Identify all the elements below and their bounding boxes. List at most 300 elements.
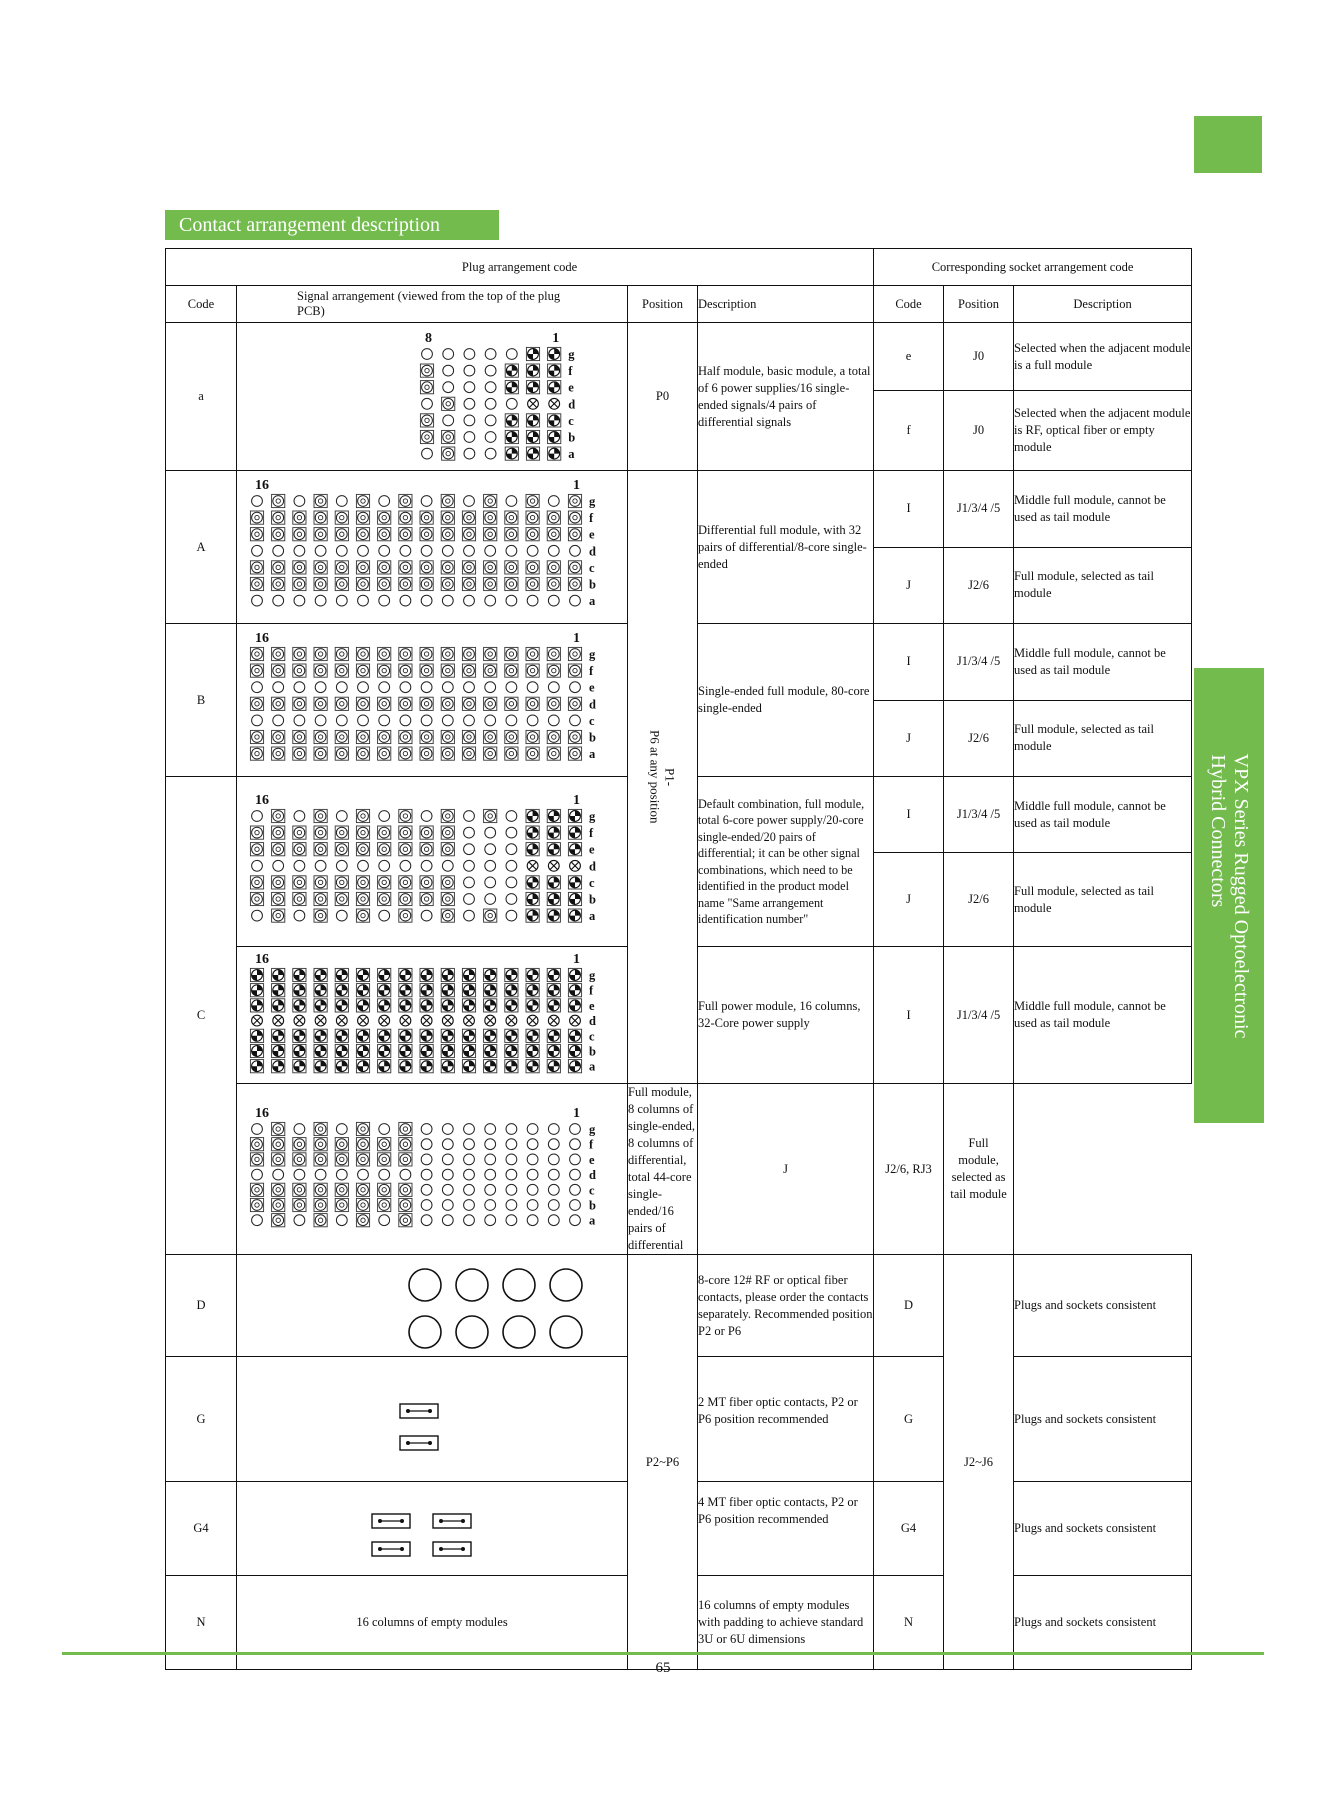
grid-C1-diagram	[237, 786, 628, 938]
contact-C3-a9	[399, 1214, 412, 1227]
contact-B-d3	[526, 697, 539, 710]
p1-position-line: P1-	[662, 767, 678, 787]
contact-C1-b12	[335, 892, 348, 905]
contact-a-d4	[485, 398, 496, 409]
contact-C3-g10	[379, 1124, 390, 1135]
contact-C3-d8	[421, 1169, 432, 1180]
contact-C1-c5	[485, 877, 496, 888]
contact-A-a1	[570, 595, 581, 606]
mt-contact-1	[400, 1404, 438, 1418]
contact-C3-b7	[442, 1200, 453, 1211]
grid-B-row-label: a	[589, 747, 596, 762]
contact-a-f1	[548, 364, 561, 377]
contact-C3-a5	[485, 1215, 496, 1226]
row-A-code: A	[166, 471, 237, 624]
contact-C1-f1	[568, 826, 581, 839]
contact-C2-f10	[378, 984, 391, 997]
rf-contact-1	[409, 1269, 441, 1301]
contact-arrangement-table	[165, 248, 1192, 1670]
grid-C2-row-label: c	[589, 1029, 595, 1044]
contact-C1-d9	[400, 860, 411, 871]
contact-B-f9	[399, 664, 412, 677]
contact-a-a1	[548, 447, 561, 460]
contact-C2-g1	[568, 968, 581, 981]
row-N-arrangement: 16 columns of empty modules	[237, 1576, 628, 1670]
contact-C2-b5	[484, 1044, 497, 1057]
contact-A-f2	[547, 511, 560, 524]
contact-a-g3	[506, 348, 517, 359]
contact-C3-f13	[314, 1138, 327, 1151]
contact-C1-f11	[356, 826, 369, 839]
contact-B-f13	[314, 664, 327, 677]
row-C2-description: Full power module, 16 columns, 32-Core power supply	[698, 947, 874, 1084]
contact-C3-e15	[272, 1153, 285, 1166]
grid-C1-row-label: f	[589, 825, 594, 840]
contact-C1-d2	[548, 860, 559, 871]
contact-a-d6	[442, 397, 455, 410]
contact-C3-b13	[314, 1198, 327, 1211]
contact-C2-f9	[399, 984, 412, 997]
contact-A-a8	[421, 595, 432, 606]
grid-C1-row-label: b	[589, 892, 596, 906]
contact-B-e12	[336, 682, 347, 693]
contact-C2-c13	[314, 1029, 327, 1042]
row-A-description: Differential full module, with 32 pairs of differential/8-core single-ended	[698, 471, 874, 624]
contact-C1-g16	[252, 810, 263, 821]
contact-A-g12	[336, 496, 347, 507]
contact-C3-d14	[294, 1169, 305, 1180]
contact-C1-e10	[378, 842, 391, 855]
contact-A-b10	[378, 577, 391, 590]
contact-C3-g12	[336, 1124, 347, 1135]
contact-C3-d16	[252, 1169, 263, 1180]
contact-C3-g7	[442, 1124, 453, 1135]
row-B-arrangement	[237, 624, 628, 777]
contact-C2-e11	[356, 999, 369, 1012]
contact-C3-b12	[335, 1198, 348, 1211]
contact-C2-c5	[484, 1029, 497, 1042]
contact-C1-g14	[294, 810, 305, 821]
contact-A-e2	[547, 528, 560, 541]
header-code: Code	[166, 286, 237, 323]
contact-C3-c11	[356, 1183, 369, 1196]
grid-C3-row-label: b	[589, 1198, 596, 1213]
grid-C1-row-label: c	[589, 875, 595, 890]
contact-C2-a16	[250, 1060, 263, 1073]
contact-B-f6	[462, 664, 475, 677]
contact-C1-c2	[547, 875, 560, 888]
grid-a-col-left: 8	[425, 330, 432, 346]
row-B-socket-1-position: J1/3/4 /5	[944, 624, 1014, 701]
contact-C1-a3	[526, 909, 539, 922]
contact-C1-d13	[315, 860, 326, 871]
contact-a-e4	[485, 381, 496, 392]
contact-C1-f4	[506, 827, 517, 838]
contact-C2-c11	[356, 1029, 369, 1042]
contact-C1-g10	[379, 810, 390, 821]
row-B-code: B	[166, 624, 237, 777]
contact-A-g14	[294, 496, 305, 507]
contact-C2-b15	[272, 1044, 285, 1057]
contact-A-e9	[399, 528, 412, 541]
contact-B-c7	[442, 715, 453, 726]
contact-A-e14	[293, 528, 306, 541]
contact-C3-e5	[485, 1154, 496, 1165]
contact-C1-b6	[464, 893, 475, 904]
contact-A-g10	[379, 496, 390, 507]
grid-a-row-label: d	[568, 396, 576, 411]
contact-B-f12	[335, 664, 348, 677]
contact-C1-e16	[250, 842, 263, 855]
contact-C1-d12	[336, 860, 347, 871]
mt-4-diagram	[237, 1484, 628, 1574]
contact-C3-g8	[421, 1124, 432, 1135]
contact-C2-b3	[526, 1044, 539, 1057]
contact-C3-g2	[548, 1124, 559, 1135]
contact-C3-b1	[570, 1200, 581, 1211]
contact-a-e6	[443, 381, 454, 392]
contact-C3-b2	[548, 1200, 559, 1211]
contact-B-c15	[273, 715, 284, 726]
contact-C1-f16	[250, 826, 263, 839]
contact-C1-g11	[356, 809, 369, 822]
contact-C3-e9	[399, 1153, 412, 1166]
grid-A-row-label: e	[589, 527, 595, 542]
contact-A-c10	[378, 561, 391, 574]
contact-C2-g5	[484, 968, 497, 981]
j2-j6-position: J2~J6	[944, 1255, 1014, 1670]
contact-C2-b10	[378, 1044, 391, 1057]
contact-B-f4	[505, 664, 518, 677]
contact-B-e1	[570, 682, 581, 693]
contact-C3-c6	[464, 1184, 475, 1195]
contact-C2-d5	[485, 1015, 496, 1026]
row-D-arrangement	[237, 1255, 628, 1357]
contact-C3-e1	[570, 1154, 581, 1165]
contact-C1-a15	[272, 909, 285, 922]
contact-B-e16	[252, 682, 263, 693]
contact-C2-g13	[314, 968, 327, 981]
contact-B-f5	[484, 664, 497, 677]
contact-A-a12	[336, 595, 347, 606]
contact-C1-a5	[484, 909, 497, 922]
contact-a-a7	[422, 448, 433, 459]
contact-A-b6	[462, 577, 475, 590]
plug-group-header: Plug arrangement code	[166, 249, 874, 286]
contact-A-c13	[314, 561, 327, 574]
contact-A-b2	[547, 577, 560, 590]
contact-C2-f15	[272, 984, 285, 997]
row-C3-description: Full module, 8 columns of single-ended, 8 columns of differential, total 44-core single-ended/16 pairs of differential	[628, 1084, 698, 1255]
contact-B-f1	[568, 664, 581, 677]
grid-C2-col-left: 16	[255, 952, 269, 967]
contact-a-f4	[485, 365, 496, 376]
contact-B-b6	[462, 730, 475, 743]
contact-a-b5	[464, 431, 475, 442]
contact-C1-f2	[547, 826, 560, 839]
grid-B-row-label: f	[589, 664, 594, 679]
contact-A-g5	[484, 494, 497, 507]
contact-C1-e12	[335, 842, 348, 855]
contact-C2-g8	[420, 968, 433, 981]
contact-A-a11	[358, 595, 369, 606]
contact-C3-c12	[335, 1183, 348, 1196]
contact-C1-b15	[272, 892, 285, 905]
contact-C2-g10	[378, 968, 391, 981]
contact-C3-g14	[294, 1124, 305, 1135]
contact-B-g7	[441, 647, 454, 660]
contact-C3-f6	[464, 1139, 475, 1150]
grid-C3-row-label: c	[589, 1183, 595, 1198]
contact-A-a16	[252, 595, 263, 606]
contact-C1-c7	[441, 875, 454, 888]
contact-C3-f5	[485, 1139, 496, 1150]
contact-a-e3	[505, 380, 518, 393]
contact-a-a5	[464, 448, 475, 459]
contact-a-a4	[485, 448, 496, 459]
contact-C2-b12	[335, 1044, 348, 1057]
contact-C2-b4	[505, 1044, 518, 1057]
contact-B-d9	[399, 697, 412, 710]
contact-A-d7	[442, 545, 453, 556]
header-position: Position	[628, 286, 698, 323]
row-D-socket-code: D	[874, 1255, 944, 1357]
contact-C3-f15	[272, 1138, 285, 1151]
contact-C2-f7	[441, 984, 454, 997]
row-B-socket-2-description: Full module, selected as tail module	[1014, 700, 1192, 777]
row-G-socket-description: Plugs and sockets consistent	[1014, 1357, 1192, 1482]
contact-a-f5	[464, 365, 475, 376]
row-A-socket-1-code: I	[874, 471, 944, 548]
contact-B-g9	[399, 647, 412, 660]
contact-C2-a11	[356, 1060, 369, 1073]
contact-a-d2	[528, 398, 539, 409]
contact-C1-c15	[272, 875, 285, 888]
grid-A-col-left: 16	[255, 478, 269, 493]
contact-A-f15	[272, 511, 285, 524]
grid-B-row-label: b	[589, 730, 596, 745]
row-a-socket-2-code: f	[874, 391, 944, 471]
grid-A-row-label: g	[589, 494, 596, 509]
grid-a-diagram	[237, 324, 628, 470]
contact-B-g6	[462, 647, 475, 660]
contact-B-a4	[505, 747, 518, 760]
contact-A-g1	[568, 494, 581, 507]
contact-B-a2	[547, 747, 560, 760]
contact-C1-g6	[464, 810, 475, 821]
contact-C2-c8	[420, 1029, 433, 1042]
rf-contact-2	[456, 1269, 488, 1301]
contact-B-g8	[420, 647, 433, 660]
contact-C1-f13	[314, 826, 327, 839]
contact-B-g4	[505, 647, 518, 660]
contact-C1-g13	[314, 809, 327, 822]
contact-C3-g9	[399, 1122, 412, 1135]
contact-A-d10	[379, 545, 390, 556]
contact-A-e10	[378, 528, 391, 541]
contact-C2-g4	[505, 968, 518, 981]
contact-A-c15	[272, 561, 285, 574]
contact-C3-f1	[570, 1139, 581, 1150]
contact-C1-a11	[356, 909, 369, 922]
contact-A-f5	[484, 511, 497, 524]
contact-C2-c6	[462, 1029, 475, 1042]
contact-C1-g2	[547, 809, 560, 822]
contact-C1-d7	[442, 860, 453, 871]
contact-C3-e14	[293, 1153, 306, 1166]
contact-C1-c13	[314, 875, 327, 888]
contact-C3-a8	[421, 1215, 432, 1226]
contact-A-f13	[314, 511, 327, 524]
row-G4-code: G4	[166, 1482, 237, 1576]
contact-B-f7	[441, 664, 454, 677]
contact-C2-e15	[272, 999, 285, 1012]
grid-C2-row-label: d	[589, 1014, 596, 1029]
rf-contact-6	[456, 1316, 488, 1348]
contact-B-g3	[526, 647, 539, 660]
contact-C2-b16	[250, 1044, 263, 1057]
contact-A-f6	[462, 511, 475, 524]
contact-C2-b1	[568, 1044, 581, 1057]
contact-C3-d11	[358, 1169, 369, 1180]
contact-C2-c10	[378, 1029, 391, 1042]
grid-B-row-label: g	[589, 647, 596, 662]
contact-C1-c8	[420, 875, 433, 888]
contact-A-a6	[464, 595, 475, 606]
contact-C2-a14	[293, 1060, 306, 1073]
row-A-socket-1-description: Middle full module, cannot be used as tail module	[1014, 471, 1192, 548]
contact-A-b4	[505, 577, 518, 590]
contact-A-g8	[421, 496, 432, 507]
row-D-description: 8-core 12# RF or optical fiber contacts, please order the contacts separately. Recommended position P2 or P6	[698, 1255, 874, 1357]
contact-C1-d16	[252, 860, 263, 871]
contact-A-a13	[315, 595, 326, 606]
grid-B-col-left: 16	[255, 631, 269, 646]
contact-C3-a11	[356, 1214, 369, 1227]
contact-A-g6	[464, 496, 475, 507]
grid-A-row-label: c	[589, 560, 595, 575]
row-C1-socket-2-position: J2/6	[944, 853, 1014, 947]
contact-A-c2	[547, 561, 560, 574]
contact-C3-e12	[335, 1153, 348, 1166]
contact-A-e8	[420, 528, 433, 541]
contact-C1-e9	[399, 842, 412, 855]
mt-contact-2	[400, 1436, 438, 1450]
corner-tab	[1194, 116, 1262, 173]
contact-C1-a16	[252, 910, 263, 921]
row-G4-socket-description: Plugs and sockets consistent	[1014, 1482, 1192, 1576]
grid-C1-row-label: a	[589, 908, 596, 923]
contact-C1-c9	[399, 875, 412, 888]
row-C1-arrangement	[237, 777, 628, 947]
header-socket-code: Code	[874, 286, 944, 323]
grid-B-row-label: e	[589, 680, 595, 695]
contact-C3-d7	[442, 1169, 453, 1180]
contact-B-b4	[505, 730, 518, 743]
contact-a-f3	[505, 364, 518, 377]
contact-C2-c1	[568, 1029, 581, 1042]
contact-B-a16	[250, 747, 263, 760]
contact-a-a6	[442, 447, 455, 460]
contact-C1-b7	[441, 892, 454, 905]
contact-C3-a1	[570, 1215, 581, 1226]
contact-a-a2	[526, 447, 539, 460]
contact-A-e3	[526, 528, 539, 541]
grid-C2-diagram	[237, 949, 628, 1081]
contact-A-c5	[484, 561, 497, 574]
p1-p6-position	[628, 471, 698, 1084]
contact-C2-f1	[568, 984, 581, 997]
grid-C1-row-label: g	[589, 809, 596, 823]
grid-C3-row-label: g	[589, 1122, 596, 1137]
contact-C3-b5	[485, 1200, 496, 1211]
contact-C1-f7	[441, 826, 454, 839]
contact-B-b16	[250, 730, 263, 743]
contact-C1-a4	[506, 910, 517, 921]
contact-A-a10	[379, 595, 390, 606]
row-B-socket-1-description: Middle full module, cannot be used as tail module	[1014, 624, 1192, 701]
grid-C2-row-label: e	[589, 998, 595, 1013]
grid-B-row-label: c	[589, 713, 595, 728]
contact-A-c4	[505, 561, 518, 574]
socket-group-header: Corresponding socket arrangement code	[874, 249, 1192, 286]
contact-A-f12	[335, 511, 348, 524]
contact-C2-c7	[441, 1029, 454, 1042]
contact-C2-d13	[315, 1015, 326, 1026]
contact-C3-f4	[506, 1139, 517, 1150]
contact-a-e5	[464, 381, 475, 392]
contact-C1-e6	[464, 843, 475, 854]
contact-C3-b3	[527, 1200, 538, 1211]
contact-C2-b8	[420, 1044, 433, 1057]
contact-C2-e4	[505, 999, 518, 1012]
p6-position-line: P6 at any position	[647, 730, 663, 824]
contact-A-f14	[293, 511, 306, 524]
contact-B-e15	[273, 682, 284, 693]
contact-B-c8	[421, 715, 432, 726]
contact-C2-e6	[462, 999, 475, 1012]
contact-C1-a7	[441, 909, 454, 922]
grid-C1-row-label: e	[589, 842, 595, 857]
contact-C1-b14	[293, 892, 306, 905]
contact-C3-a6	[464, 1215, 475, 1226]
row-C1-socket-1-position: J1/3/4 /5	[944, 777, 1014, 853]
contact-a-c4	[485, 415, 496, 426]
contact-C1-g3	[526, 809, 539, 822]
contact-C2-f5	[484, 984, 497, 997]
contact-C3-g1	[570, 1124, 581, 1135]
contact-C2-f11	[356, 984, 369, 997]
grid-B-diagram	[237, 624, 628, 776]
grid-a-row-label: c	[568, 413, 574, 428]
rf-contact-5	[409, 1316, 441, 1348]
contact-C3-g4	[506, 1124, 517, 1135]
contact-C1-g1	[568, 809, 581, 822]
contact-B-b8	[420, 730, 433, 743]
grid-C3-row-label: d	[589, 1168, 596, 1183]
contact-B-a15	[272, 747, 285, 760]
contact-A-b16	[250, 577, 263, 590]
contact-B-e14	[294, 682, 305, 693]
side-tab-line-1: VPX Series Rugged Optoelectronic	[1230, 753, 1252, 1038]
contact-C3-e8	[421, 1154, 432, 1165]
contact-A-d14	[294, 545, 305, 556]
contact-B-c3	[527, 715, 538, 726]
contact-C2-a7	[441, 1060, 454, 1073]
row-a-socket-2-description: Selected when the adjacent module is RF, optical fiber or empty module	[1014, 391, 1192, 471]
contact-C1-e7	[441, 842, 454, 855]
contact-C2-e7	[441, 999, 454, 1012]
